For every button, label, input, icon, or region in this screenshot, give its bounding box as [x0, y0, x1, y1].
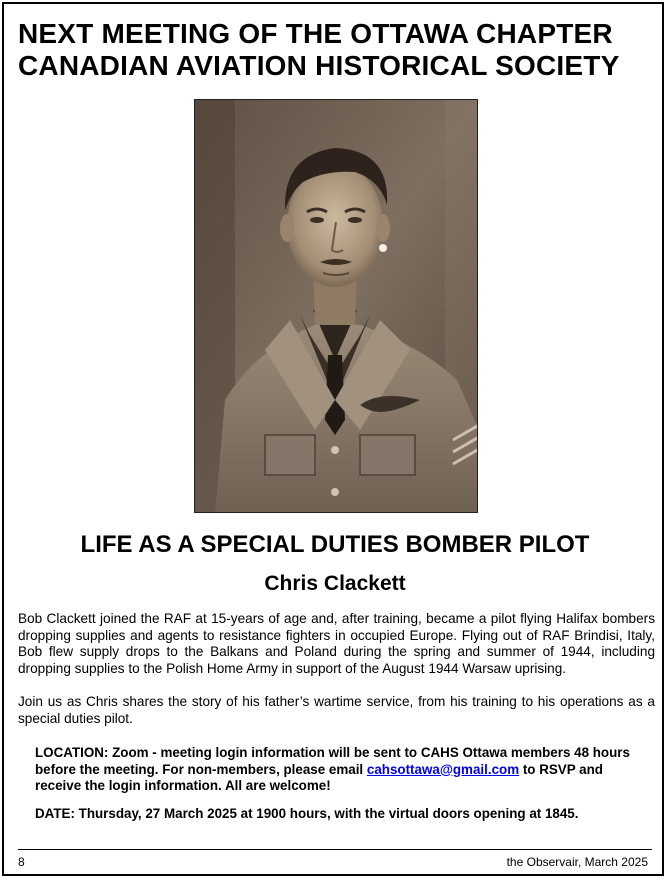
location-info — [35, 745, 640, 795]
page-header — [18, 18, 658, 82]
location-text-after: to RSVP and receive the login information. All are welcome! — [35, 761, 603, 793]
portrait-photo — [194, 99, 478, 513]
newsletter-page — [2, 2, 664, 876]
date-info: DATE: Thursday, 27 March 2025 at 1900 hours, with the virtual doors opening at 1845. — [35, 806, 579, 821]
location-text-before: LOCATION: Zoom - meeting login information will be sent to CAHS Ottawa members 48 hours before the meeting. For non-members, please email — [35, 745, 630, 777]
email-link[interactable]: cahsottawa@gmail.com — [366, 761, 520, 777]
footer-divider — [18, 849, 652, 850]
body-paragraph-2: Join us as Chris shares the story of his father’s wartime service, from his training to his operations as a special duties pilot. — [18, 694, 655, 726]
talk-title: LIFE AS A SPECIAL DUTIES BOMBER PILOT — [80, 531, 590, 558]
publication-name: the Observair, March 2025 — [506, 855, 648, 869]
body-paragraph-1: Bob Clackett joined the RAF at 15-years of age and, after training, became a pilot flying Halifax bombers dropping supplies and agents to resistance fighters in occupied Europe. Flying out of RAF Brindisi, Italy, Bob flew supply drops to the Balkans and Poland during the spring and summer of 1944, including dropping supplies to the Polish Home Army in support of the August 1944 Warsaw uprising. — [18, 611, 655, 676]
header-line-2: CANADIAN AVIATION HISTORICAL SOCIETY — [18, 50, 620, 81]
page-number: 8 — [18, 855, 25, 869]
portrait-illustration — [195, 100, 478, 513]
speaker-name: Chris Clackett — [264, 572, 406, 595]
header-line-1: NEXT MEETING OF THE OTTAWA CHAPTER — [18, 18, 613, 49]
